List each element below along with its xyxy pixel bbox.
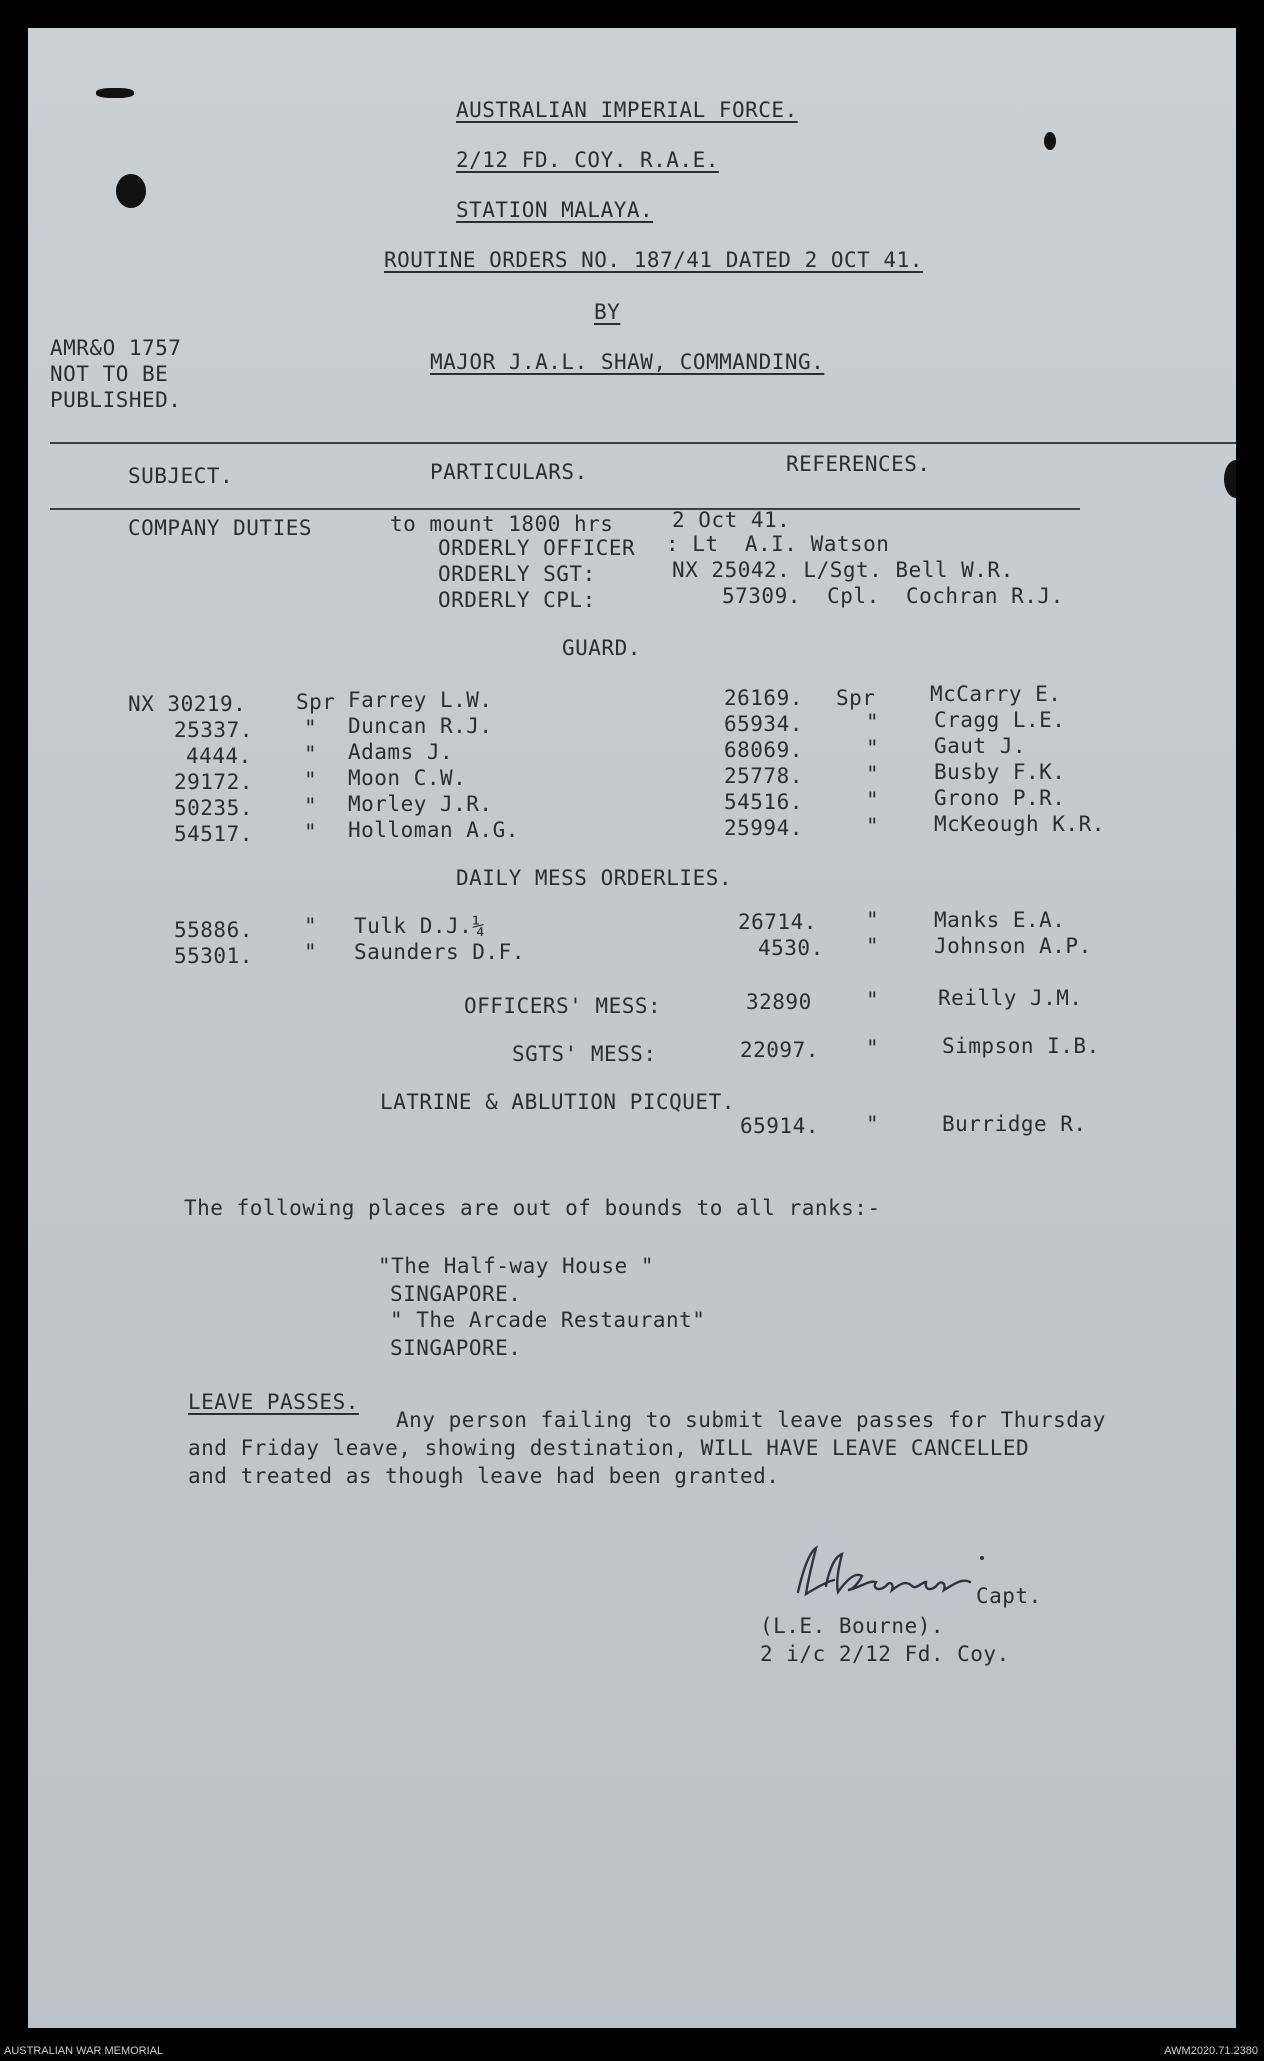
guard-right-num: 26169.: [724, 686, 803, 710]
guard-right-name: McKeough K.R.: [934, 812, 1105, 836]
mess-left-rank: ": [304, 914, 318, 938]
orderly-cpl-label: ORDERLY CPL:: [438, 588, 596, 612]
notice-line-3: PUBLISHED.: [50, 388, 182, 412]
header-line-6: MAJOR J.A.L. SHAW, COMMANDING.: [430, 350, 825, 374]
officers-mess-label: OFFICERS' MESS:: [464, 994, 662, 1018]
guard-left-name: Holloman A.G.: [348, 818, 519, 842]
duties-mount: to mount 1800 hrs: [390, 512, 614, 536]
guard-left-num: NX 30219.: [128, 692, 247, 716]
mess-right-num: 4530.: [758, 936, 824, 960]
punch-hole-edge: [1224, 460, 1236, 498]
guard-left-rank: ": [304, 768, 318, 792]
orderly-officer-value: : Lt A.I. Watson: [666, 532, 890, 556]
guard-right-num: 25778.: [724, 764, 803, 788]
guard-left-rank: Spr: [296, 690, 336, 714]
particulars-heading: PARTICULARS.: [430, 460, 588, 484]
mess-left-name: Saunders D.F.: [354, 940, 525, 964]
guard-right-num: 68069.: [724, 738, 803, 762]
guard-right-rank: Spr: [836, 686, 876, 710]
guard-right-rank: ": [866, 788, 880, 812]
header-line-4: ROUTINE ORDERS NO. 187/41 DATED 2 OCT 41.: [384, 248, 923, 272]
mess-right-rank: ": [866, 934, 880, 958]
guard-left-num: 50235.: [174, 796, 253, 820]
leave-line-2: and Friday leave, showing destination, WILL HAVE LEAVE CANCELLED: [188, 1436, 1030, 1460]
leave-heading: LEAVE PASSES.: [188, 1390, 359, 1414]
latrine-label: LATRINE & ABLUTION PICQUET.: [380, 1090, 735, 1114]
guard-right-name: McCarry E.: [930, 682, 1062, 706]
mess-left-num: 55301.: [174, 944, 253, 968]
header-line-1: AUSTRALIAN IMPERIAL FORCE.: [456, 98, 798, 122]
bounds-place-3: " The Arcade Restaurant": [390, 1308, 706, 1332]
guard-right-rank: ": [866, 814, 880, 838]
guard-left-rank: ": [304, 820, 318, 844]
handwritten-signature: [786, 1536, 1006, 1606]
mess-right-rank: ": [866, 908, 880, 932]
duties-subject: COMPANY DUTIES: [128, 516, 313, 540]
guard-right-num: 65934.: [724, 712, 803, 736]
guard-left-num: 29172.: [174, 770, 253, 794]
header-line-2: 2/12 FD. COY. R.A.E.: [456, 148, 719, 172]
notice-line-1: AMR&O 1757: [50, 336, 182, 360]
mess-right-num: 26714.: [738, 910, 817, 934]
signature-icon: [786, 1536, 1006, 1606]
officers-mess-name: Reilly J.M.: [938, 986, 1083, 1010]
subject-heading: SUBJECT.: [128, 464, 234, 488]
column-header-rule: [50, 508, 1080, 510]
sgts-mess-label: SGTS' MESS:: [512, 1042, 657, 1066]
sgts-mess-rank: ": [866, 1036, 880, 1060]
guard-left-name: Moon C.W.: [348, 766, 467, 790]
leave-line-3: and treated as though leave had been granted.: [188, 1464, 780, 1488]
guard-left-name: Morley J.R.: [348, 792, 493, 816]
guard-left-rank: ": [304, 716, 318, 740]
guard-left-name: Adams J.: [348, 740, 454, 764]
bounds-place-4: SINGAPORE.: [390, 1336, 522, 1360]
footer-reference: AWM2020.71.2380: [1164, 2045, 1258, 2057]
guard-left-name: Farrey L.W.: [348, 688, 493, 712]
guard-right-name: Gaut J.: [934, 734, 1027, 758]
sgts-mess-num: 22097.: [740, 1038, 819, 1062]
ink-spot: [1044, 132, 1056, 150]
guard-right-name: Busby F.K.: [934, 760, 1066, 784]
bounds-intro: The following places are out of bounds to all ranks:-: [184, 1196, 881, 1220]
header-line-5: BY: [594, 300, 621, 324]
sgts-mess-name: Simpson I.B.: [942, 1034, 1100, 1058]
mess-left-rank: ": [304, 940, 318, 964]
duties-date: 2 Oct 41.: [672, 508, 791, 532]
guard-left-rank: ": [304, 794, 318, 818]
orderly-sgt-label: ORDERLY SGT:: [438, 562, 596, 586]
guard-left-num: 4444.: [186, 744, 252, 768]
officers-mess-rank: ": [866, 988, 880, 1012]
guard-left-name: Duncan R.J.: [348, 714, 493, 738]
header-line-3: STATION MALAYA.: [456, 198, 654, 222]
bounds-place-1: "The Half-way House ": [378, 1254, 655, 1278]
latrine-num: 65914.: [740, 1114, 819, 1138]
guard-left-rank: ": [304, 742, 318, 766]
mess-left-name: Tulk D.J.¼: [354, 914, 486, 938]
document-page: [28, 28, 1236, 2028]
mess-right-name: Johnson A.P.: [934, 934, 1092, 958]
guard-heading: GUARD.: [562, 636, 641, 660]
guard-right-num: 54516.: [724, 790, 803, 814]
latrine-name: Burridge R.: [942, 1112, 1087, 1136]
mess-right-name: Manks E.A.: [934, 908, 1066, 932]
guard-right-num: 25994.: [724, 816, 803, 840]
guard-right-rank: ": [866, 736, 880, 760]
guard-right-rank: ": [866, 762, 880, 786]
bounds-place-2: SINGAPORE.: [390, 1282, 522, 1306]
guard-right-name: Grono P.R.: [934, 786, 1066, 810]
notice-line-2: NOT TO BE: [50, 362, 169, 386]
signatory-name: (L.E. Bourne).: [760, 1614, 945, 1638]
orderly-sgt-value: NX 25042. L/Sgt. Bell W.R.: [672, 558, 1014, 582]
signatory-rank: Capt.: [976, 1584, 1042, 1608]
mess-left-num: 55886.: [174, 918, 253, 942]
footer-credit: AUSTRALIAN WAR MEMORIAL: [4, 2045, 164, 2057]
orderly-officer-label: ORDERLY OFFICER: [438, 536, 636, 560]
orderly-cpl-value: 57309. Cpl. Cochran R.J.: [722, 584, 1064, 608]
ink-spot: [96, 88, 134, 98]
latrine-rank: ": [866, 1112, 880, 1136]
references-heading: REFERENCES.: [786, 452, 931, 476]
leave-line-1: Any person failing to submit leave passes for Thursday: [396, 1408, 1106, 1432]
punch-hole: [116, 174, 146, 208]
signatory-role: 2 i/c 2/12 Fd. Coy.: [760, 1642, 1010, 1666]
officers-mess-num: 32890: [746, 990, 812, 1014]
top-rule: [50, 442, 1236, 444]
guard-left-num: 25337.: [174, 718, 253, 742]
guard-left-num: 54517.: [174, 822, 253, 846]
guard-right-rank: ": [866, 710, 880, 734]
mess-heading: DAILY MESS ORDERLIES.: [456, 866, 733, 890]
guard-right-name: Cragg L.E.: [934, 708, 1066, 732]
